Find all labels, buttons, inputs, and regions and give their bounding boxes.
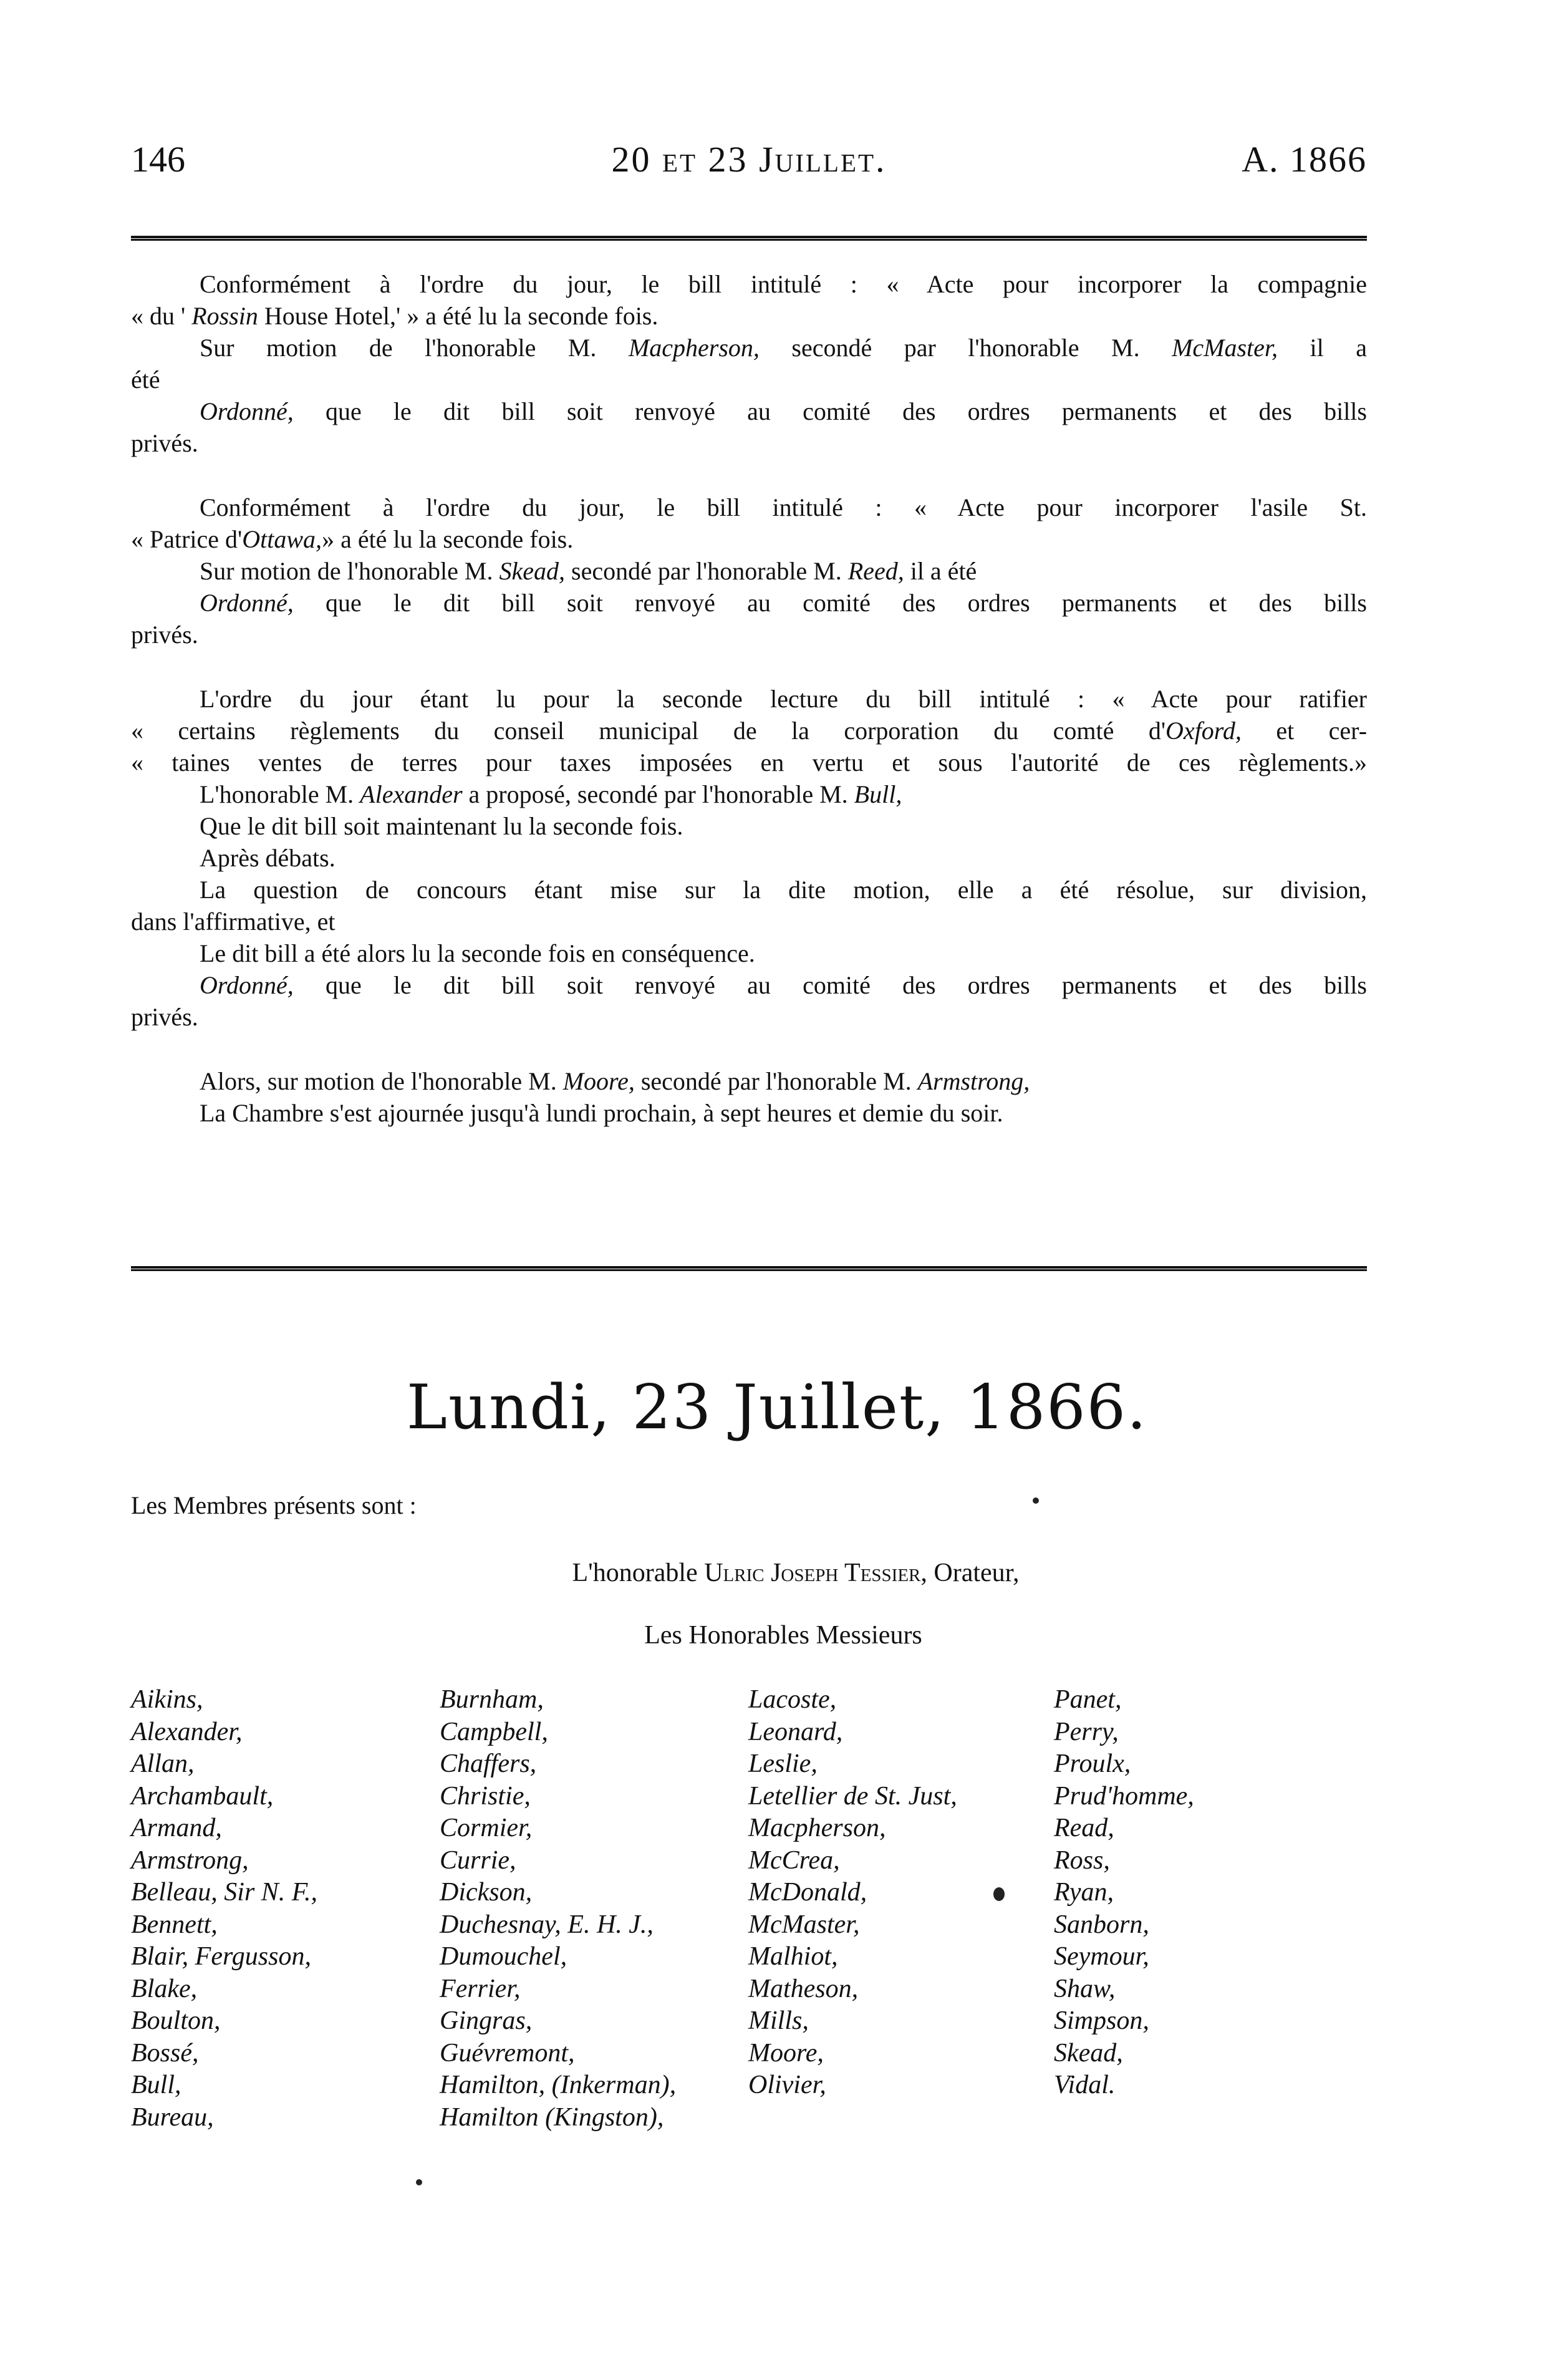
text-line: « du ' Rossin House Hotel,' » a été lu la seconde fois. <box>131 302 659 330</box>
member-name: Dumouchel, <box>440 1942 567 1971</box>
member-name: Leslie, <box>748 1749 818 1778</box>
paragraph-oxford-bill <box>131 683 1367 1033</box>
member-name: Bennett, <box>131 1910 218 1939</box>
member-name: Hamilton (Kingston), <box>440 2102 664 2132</box>
member-name: Campbell, <box>440 1717 548 1746</box>
text-line: Ordonné, que le dit bill soit renvoyé au comité des ordres permanents et des bills <box>200 589 1367 617</box>
text-line: La Chambre s'est ajournée jusqu'à lundi prochain, à sept heures et demie du soir. <box>200 1099 1003 1127</box>
text-line: Sur motion de l'honorable M. Macpherson, secondé par l'honorable M. McMaster, il a <box>200 334 1368 362</box>
member-name: Bull, <box>131 2071 181 2099</box>
member-name: Currie, <box>440 1845 516 1875</box>
member-name: Sanborn, <box>1054 1910 1149 1939</box>
member-name: Lacoste, <box>748 1685 837 1714</box>
member-name: Duchesnay, E. H. J., <box>440 1910 654 1939</box>
member-name: Aikins, <box>131 1685 203 1714</box>
sitting-date-heading: Lundi, 23 Juillet, 1866. <box>406 1372 1148 1443</box>
member-name: Seymour, <box>1054 1942 1149 1971</box>
member-name: Cormier, <box>440 1814 533 1842</box>
member-name: Shaw, <box>1054 1974 1116 2003</box>
member-name: Boulton, <box>131 2006 221 2035</box>
member-name: Perry, <box>1054 1717 1119 1746</box>
member-name: Armstrong, <box>131 1845 249 1875</box>
paragraph-rossin-bill <box>131 268 1367 459</box>
ink-blot <box>993 1887 1005 1901</box>
text-line: Le dit bill a été alors lu la seconde fois en conséquence. <box>200 939 755 967</box>
member-name: Blair, Fergusson, <box>131 1942 311 1971</box>
members-column-4 <box>1054 1684 1194 2102</box>
member-name: Bossé, <box>131 2038 199 2068</box>
member-name: Leonard, <box>748 1717 843 1746</box>
members-column-2 <box>440 1684 676 2134</box>
member-name: McCrea, <box>748 1845 840 1875</box>
member-name: Matheson, <box>748 1974 859 2003</box>
paragraph-st-patrice-bill <box>131 491 1367 651</box>
member-name: Simpson, <box>1054 2006 1149 2035</box>
header-year: A. 1866 <box>1242 139 1367 180</box>
member-name: Chaffers, <box>440 1749 537 1778</box>
ink-speck <box>416 2179 422 2185</box>
text-line: privés. <box>131 429 198 457</box>
text-line: Ordonné, que le dit bill soit renvoyé au comité des ordres permanents et des bills <box>200 397 1367 425</box>
member-name: Christie, <box>440 1781 531 1811</box>
member-name: Mills, <box>748 2006 809 2035</box>
member-name: Allan, <box>131 1749 195 1778</box>
member-name: Guévremont, <box>440 2038 575 2068</box>
member-name: Macpherson, <box>748 1814 886 1842</box>
section-rule <box>131 1266 1367 1271</box>
text-line: La question de concours étant mise sur la dite motion, elle a été résolue, sur division, <box>200 876 1367 904</box>
member-name: Olivier, <box>748 2071 826 2099</box>
member-name: Skead, <box>1054 2038 1123 2068</box>
paragraph-adjournment <box>131 1065 1367 1129</box>
members-column-1 <box>131 1684 317 2134</box>
member-name: Ryan, <box>1054 1878 1114 1907</box>
member-name: Gingras, <box>440 2006 533 2035</box>
text-line: Conformément à l'ordre du jour, le bill intitulé : « Acte pour incorporer l'asile St. <box>200 493 1367 521</box>
member-name: Bureau, <box>131 2102 214 2132</box>
text-line: Que le dit bill soit maintenant lu la seconde fois. <box>200 812 683 840</box>
member-name: Vidal. <box>1054 2071 1116 2099</box>
text-line: « Patrice d'Ottawa,» a été lu la seconde fois. <box>131 525 574 553</box>
text-line: Sur motion de l'honorable M. Skead, secondé par l'honorable M. Reed, il a été <box>200 557 977 585</box>
member-name: Read, <box>1054 1814 1114 1842</box>
member-name: Hamilton, (Inkerman), <box>440 2071 677 2099</box>
text-line: « taines ventes de terres pour taxes imposées en vertu et sous l'autorité de ces règlements.» <box>131 748 1367 776</box>
members-intro: Les Membres présents sont : <box>131 1491 417 1519</box>
running-header <box>131 138 1367 195</box>
ink-speck <box>1033 1497 1039 1504</box>
member-name: Prud'homme, <box>1054 1781 1194 1811</box>
member-name: Ross, <box>1054 1845 1110 1875</box>
text-line: privés. <box>131 1003 198 1031</box>
text-line: dans l'affirmative, et <box>131 907 335 936</box>
member-name: Belleau, Sir N. F., <box>131 1878 318 1907</box>
speaker-line: L'honorable Ulric Joseph Tessier, Orateur, <box>572 1559 1020 1587</box>
text-line: Ordonné, que le dit bill soit renvoyé au comité des ordres permanents et des bills <box>200 971 1367 999</box>
member-name: Letellier de St. Just, <box>748 1781 957 1811</box>
text-line: L'ordre du jour étant lu pour la seconde lecture du bill intitulé : « Acte pour ratifier <box>200 685 1367 713</box>
text-line: L'honorable M. Alexander a proposé, secondé par l'honorable M. Bull, <box>200 780 902 808</box>
member-name: Ferrier, <box>440 1974 521 2003</box>
header-rule <box>131 236 1367 241</box>
text-line: Conformément à l'ordre du jour, le bill intitulé : « Acte pour incorporer la compagnie <box>200 270 1367 298</box>
members-column-3 <box>748 1684 957 2102</box>
member-name: McDonald, <box>748 1878 867 1907</box>
text-line: Alors, sur motion de l'honorable M. Moore, secondé par l'honorable M. Armstrong, <box>200 1067 1030 1095</box>
member-name: Moore, <box>748 2038 824 2068</box>
text-line: privés. <box>131 621 198 649</box>
header-date-title: 20 et 23 Juillet. <box>611 139 887 180</box>
text-line: Après débats. <box>200 844 335 872</box>
text-line: « certains règlements du conseil municipal de la corporation du comté d'Oxford, et cer- <box>131 717 1368 745</box>
member-name: Proulx, <box>1054 1749 1131 1778</box>
member-name: Archambault, <box>131 1781 274 1811</box>
member-name: Dickson, <box>440 1878 533 1907</box>
text-line: été <box>131 365 160 394</box>
proceedings-text <box>131 268 1367 1161</box>
member-name: Blake, <box>131 1974 198 2003</box>
member-name: Malhiot, <box>748 1942 838 1971</box>
member-name: Panet, <box>1054 1685 1122 1714</box>
member-name: Burnham, <box>440 1685 544 1714</box>
honorables-heading: Les Honorables Messieurs <box>644 1621 922 1650</box>
member-name: McMaster, <box>748 1910 860 1939</box>
member-name: Alexander, <box>131 1717 243 1746</box>
member-name: Armand, <box>131 1814 222 1842</box>
page-number: 146 <box>131 139 185 180</box>
